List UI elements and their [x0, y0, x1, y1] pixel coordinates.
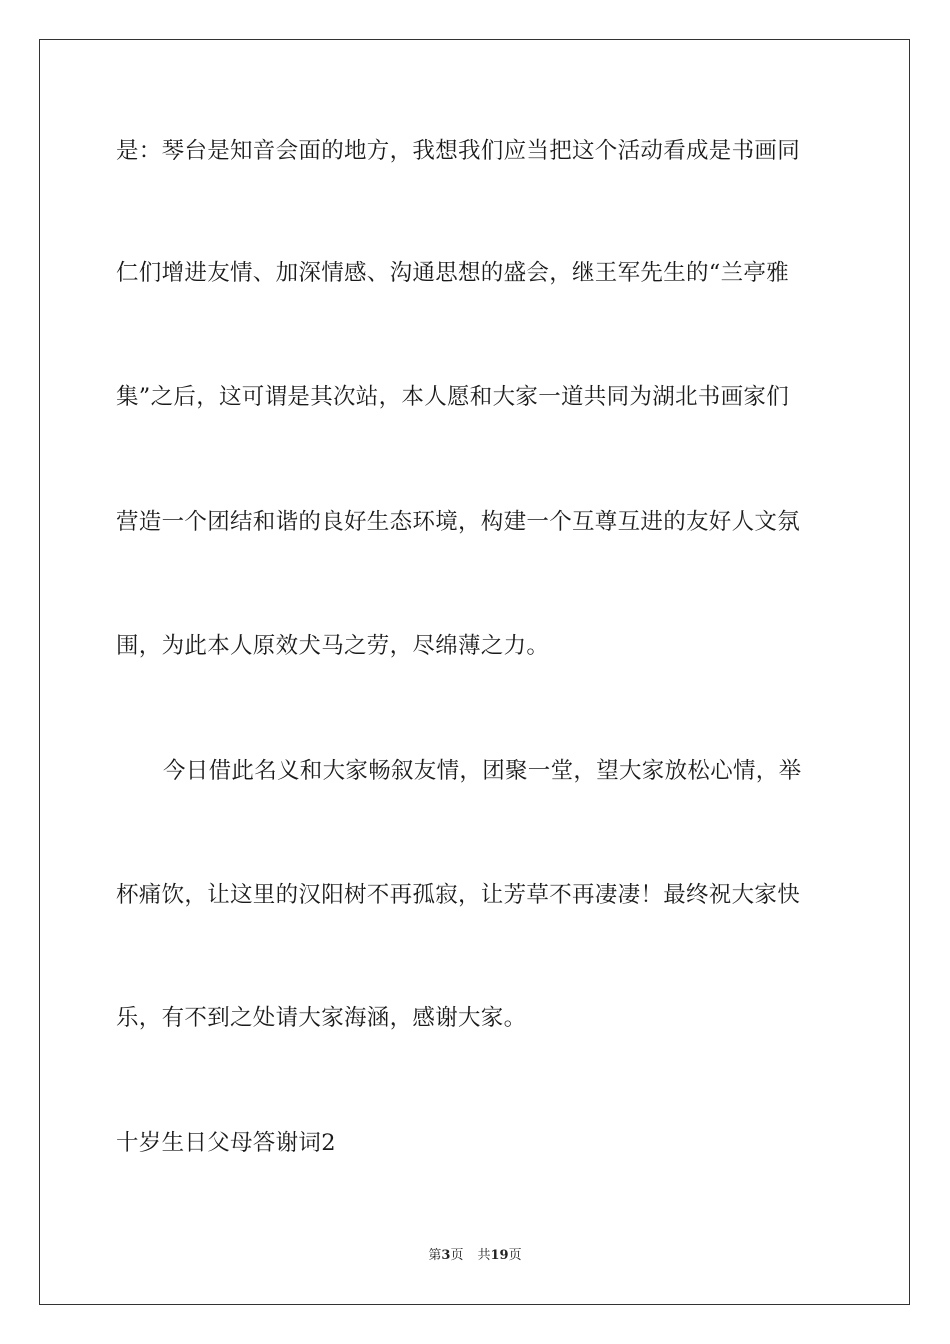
body-line-2: 仁们增进友情、加深情感、沟通思想的盛会，继王军先生的“兰亭雅: [116, 260, 790, 286]
footer-total-suffix: 页: [508, 1248, 522, 1263]
footer-page-number: 3: [441, 1248, 451, 1263]
body-line-6: 今日借此名义和大家畅叙友情，团聚一堂，望大家放松心情，举: [163, 758, 802, 784]
footer-total-prefix: 共: [477, 1248, 491, 1263]
body-line-7: 杯痛饮，让这里的汉阳树不再孤寂，让芳草不再凄凄！最终祝大家快: [116, 882, 801, 908]
footer-page-prefix: 第: [428, 1248, 442, 1263]
section-heading: 十岁生日父母答谢词2: [116, 1130, 336, 1156]
footer-total-pages: 19: [490, 1248, 509, 1263]
body-line-3: 集”之后，这可谓是其次站，本人愿和大家一道共同为湖北书画家们: [116, 384, 790, 410]
body-line-4: 营造一个团结和谐的良好生态环境，构建一个互尊互进的友好人文氛: [116, 509, 801, 535]
page-footer: [0, 1247, 950, 1265]
body-line-5: 围，为此本人原效犬马之劳，尽绵薄之力。: [116, 633, 550, 659]
body-line-8: 乐，有不到之处请大家海涵，感谢大家。: [116, 1005, 527, 1031]
body-line-1: 是：琴台是知音会面的地方，我想我们应当把这个活动看成是书画同: [116, 138, 801, 164]
footer-page-suffix: 页: [450, 1248, 464, 1263]
page-border: [39, 39, 910, 1305]
